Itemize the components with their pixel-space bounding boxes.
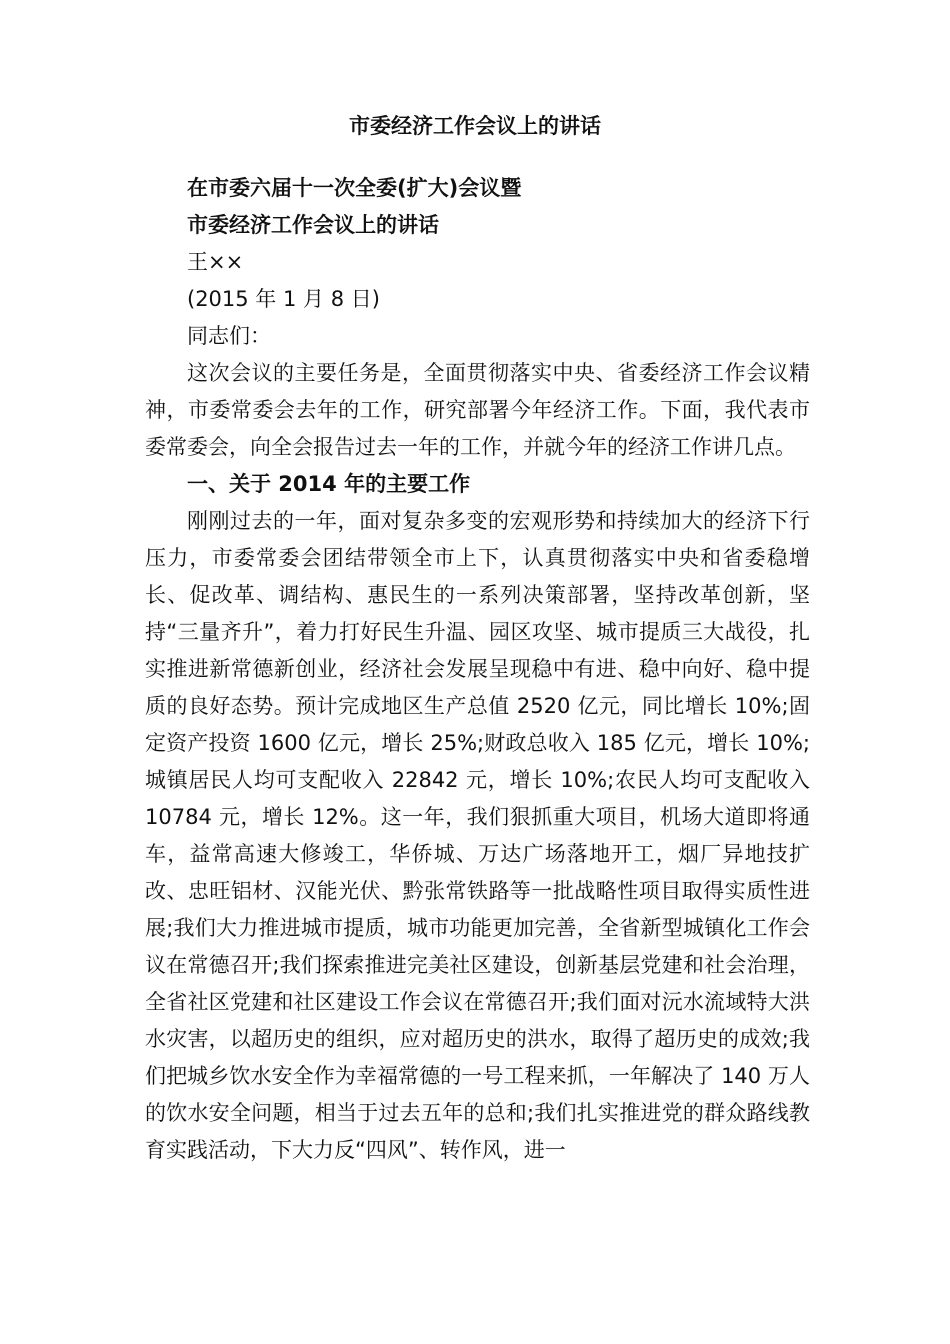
body-paragraph: 刚刚过去的一年，面对复杂多变的宏观形势和持续加大的经济下行压力，市委常委会团结带领全市上下，认真贯彻落实中央和省委稳增长、促改革、调结构、惠民生的一系列决策部署，坚持改革创新，坚持“三量齐升”，着力打好民生升温、园区攻坚、城市提质三大战役，扎实推进新常德新创业，经济社会发展呈现稳中有进、稳中向好、稳中提质的良好态势。预计完成地区生产总值 2520 亿元，同比增长 10%;固定资产投资 1600 亿元，增长 25%;财政总收入 185 亿元，增长 10%;城镇居民人均可支配收入 22842 元，增长 10%;农民人均可支配收入 10784 元，增长 12%。这一年，我们狠抓重大项目，机场大道即将通车，益常高速大修竣工，华侨城、万达广场落地开工，烟厂异地技扩改、忠旺铝材、汉能光伏、黔张常铁路等一批战略性项目取得实质性进展;我们大力推进城市提质，城市功能更加完善，全省新型城镇化工作会议在常德召开;我们探索推进完美社区建设，创新基层党建和社会治理，全省社区党建和社区建设工作会议在常德召开;我们面对沅水流域特大洪水灾害，以超历史的组织，应对超历史的洪水，取得了超历史的成效;我们把城乡饮水安全作为幸福常德的一号工程来抓，一年解决了 140 万人的饮水安全问题，相当于过去五年的总和;我们扎实推进党的群众路线教育实践活动，下大力反“四风”、转作风，进一	[145, 509, 810, 1162]
document-body	[145, 170, 810, 1169]
salutation: 同志们：	[187, 324, 271, 348]
intro-paragraph: 这次会议的主要任务是，全面贯彻落实中央、省委经济工作会议精神，市委常委会去年的工作，研究部署今年经济工作。下面，我代表市委常委会，向全会报告过去一年的工作，并就今年的经济工作讲几点。	[145, 361, 810, 459]
speaker-name: 王××	[187, 250, 244, 274]
document-title: 市委经济工作会议上的讲话	[349, 114, 601, 138]
speech-subtitle-line-2: 市委经济工作会议上的讲话	[187, 213, 439, 237]
speech-date: (2015 年 1 月 8 日)	[187, 287, 380, 311]
speech-subtitle-line-1: 在市委六届十一次全委(扩大)会议暨	[187, 176, 522, 200]
section-heading: 一、关于 2014 年的主要工作	[187, 472, 471, 496]
